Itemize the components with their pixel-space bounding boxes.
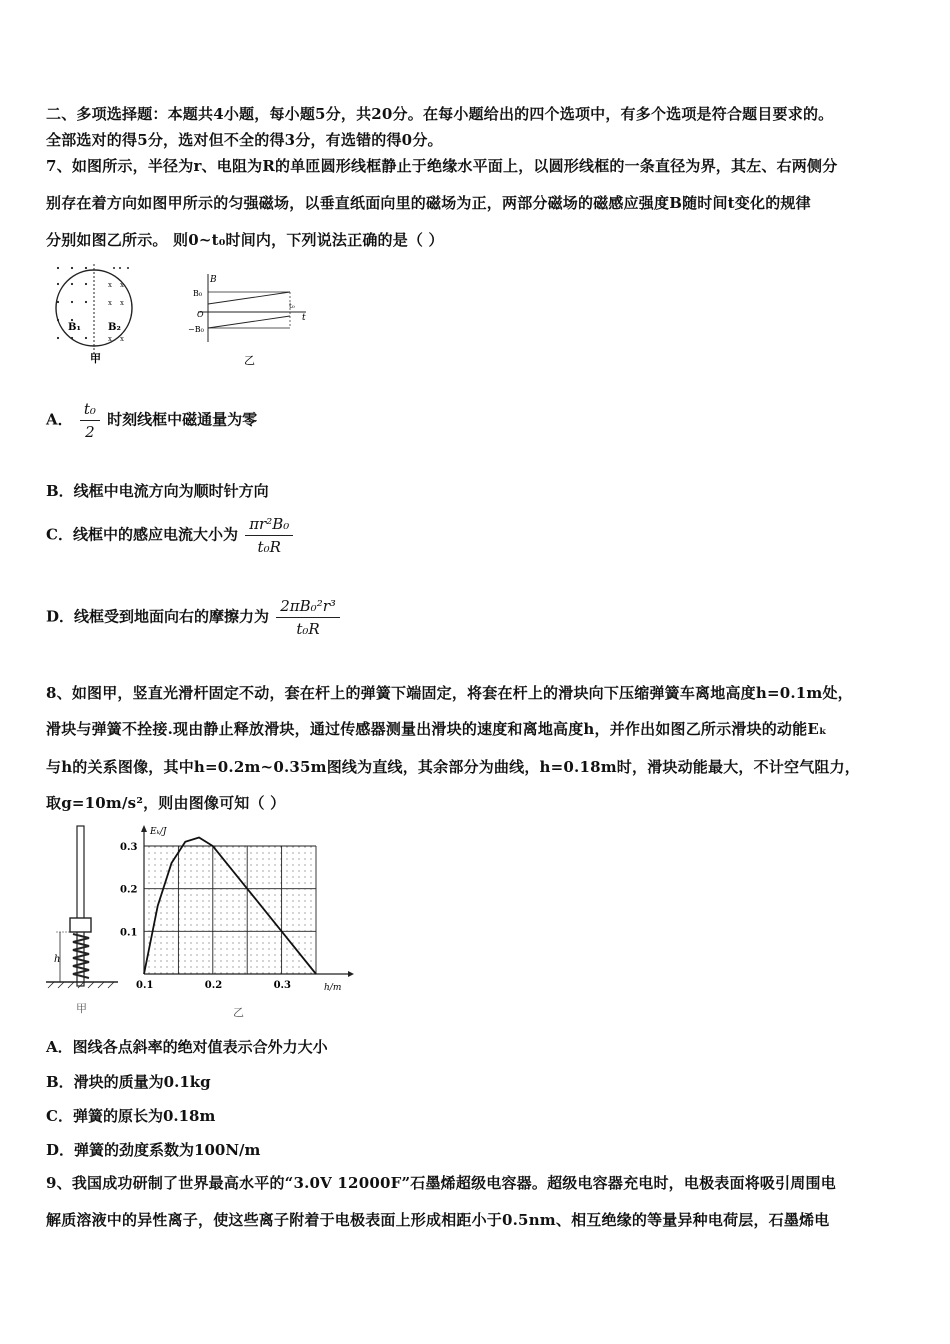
q7-option-b: B．线框中电流方向为顺时针方向: [46, 482, 269, 500]
x-tick-label: 0.2: [204, 980, 223, 991]
q7-figure-jia: [50, 262, 150, 367]
y-tick-label: 0.2: [120, 884, 138, 896]
q8-option-c: C．弹簧的原长为0.18m: [46, 1107, 216, 1125]
q7-yi-axis-b: B: [210, 275, 217, 285]
y-tick-label: 0.1: [120, 927, 138, 939]
q7-stem-line1: 7、如图所示，半径为r、电阻为R的单匝圆形线框静止于绝缘水平面上，以圆形线框的一条直径为界，其左、右两侧分: [46, 157, 838, 175]
q7-option-d-fraction: [276, 597, 340, 638]
q7-option-c-num: πr²B₀: [245, 515, 293, 536]
svg-text:x: x: [120, 281, 124, 289]
q8-option-d: D．弹簧的劲度系数为100N/m: [46, 1141, 261, 1159]
q8-stem-line1: 8、如图甲，竖直光滑杆固定不动，套在杆上的弹簧下端固定，将套在杆上的滑块向下压缩弹簧车离地高度h=0.1m处，: [46, 684, 853, 702]
q8-jia-h-label: h: [54, 954, 61, 965]
q8-ek-chart: [118, 822, 358, 1020]
q7-yi-b0: B₀: [193, 289, 203, 298]
q7-figure-yi: [188, 270, 318, 370]
q7-option-d: [46, 597, 342, 638]
svg-text:x: x: [108, 335, 112, 343]
q7-yi-axis-t: t: [302, 313, 306, 323]
q9-stem-line1: 9、我国成功研制了世界最高水平的“3.0V 12000F”石墨烯超级电容器。超级电容器充电时，电极表面将吸引周围电: [46, 1174, 836, 1192]
q8-jia-caption: 甲: [76, 1002, 87, 1015]
svg-text:x: x: [120, 335, 124, 343]
q7-yi-neg-b0: −B₀: [188, 325, 204, 334]
q8-figure-jia: [46, 822, 126, 1022]
q7-option-a-den: 2: [85, 423, 95, 441]
x-tick-label: 0.3: [273, 980, 292, 991]
q7-option-c-fraction: [245, 515, 293, 556]
q7-option-c-den: t₀R: [257, 538, 281, 556]
q7-stem-line3: 分别如图乙所示。 则0~t₀时间内，下列说法正确的是（ ）: [46, 231, 444, 249]
q7-stem-line2: 别存在着方向如图甲所示的匀强磁场，以垂直纸面向里的磁场为正，两部分磁场的磁感应强度B随时间t变化的规律: [46, 194, 811, 212]
q8-stem-line2: 滑块与弹簧不拴接.现由静止释放滑块，通过传感器测量出滑块的速度和离地高度h，并作出如图乙所示滑块的动能Eₖ: [46, 720, 828, 738]
q8-stem-line3: 与h的关系图像，其中h=0.2m~0.35m图线为直线，其余部分为曲线，h=0.18m时，滑块动能最大，不计空气阻力，: [46, 758, 861, 776]
slider-block: [70, 918, 91, 932]
q7-jia-b2-label: B₂: [108, 322, 121, 333]
q7-option-a-label: A．: [46, 410, 73, 429]
q7-option-c: [46, 515, 295, 556]
q7-option-c-label: C．线框中的感应电流大小为: [46, 525, 238, 544]
svg-text:x: x: [108, 281, 112, 289]
chart-xlabel: h/m: [324, 983, 342, 993]
section-header-line1: 二、多项选择题：本题共4小题，每小题5分，共20分。在每小题给出的四个选项中，有多个选项是符合题目要求的。: [46, 105, 834, 123]
q7-jia-b1-label: B₁: [68, 322, 81, 333]
section-header-line2: 全部选对的得5分，选对但不全的得3分，有选错的得0分。: [46, 131, 443, 149]
q8-option-a: A．图线各点斜率的绝对值表示合外力大小: [46, 1038, 328, 1056]
x-tick-label: 0.1: [136, 980, 154, 991]
y-tick-label: 0.3: [120, 842, 138, 853]
q9-stem-line2: 解质溶液中的异性离子，使这些离子附着于电极表面上形成相距小于0.5nm、相互绝缘的等量异种电荷层，石墨烯电: [46, 1211, 830, 1229]
svg-text:x: x: [120, 299, 124, 307]
q7-jia-caption: 甲: [90, 352, 101, 365]
q7-option-d-den: t₀R: [296, 620, 320, 638]
chart-ylabel: Eₖ/J: [150, 827, 167, 837]
q7-option-d-label: D．线框受到地面向右的摩擦力为: [46, 607, 270, 626]
q7-option-a-text: 时刻线框中磁通量为零: [107, 410, 258, 429]
q7-yi-caption: 乙: [244, 354, 255, 367]
q7-option-d-num: 2πB₀²r³: [276, 597, 340, 618]
q7-yi-origin: O: [197, 310, 204, 319]
q7-option-a-fraction: [80, 400, 100, 441]
q7-option-a: [46, 400, 257, 441]
svg-text:x: x: [108, 299, 112, 307]
q8-stem-line4: 取g=10m/s²，则由图像可知（ ）: [46, 794, 286, 812]
chart-caption: 乙: [233, 1006, 244, 1019]
q7-option-a-num: t₀: [80, 400, 100, 421]
q8-option-b: B．滑块的质量为0.1kg: [46, 1073, 211, 1091]
q7-yi-t0: t₀: [289, 302, 295, 310]
